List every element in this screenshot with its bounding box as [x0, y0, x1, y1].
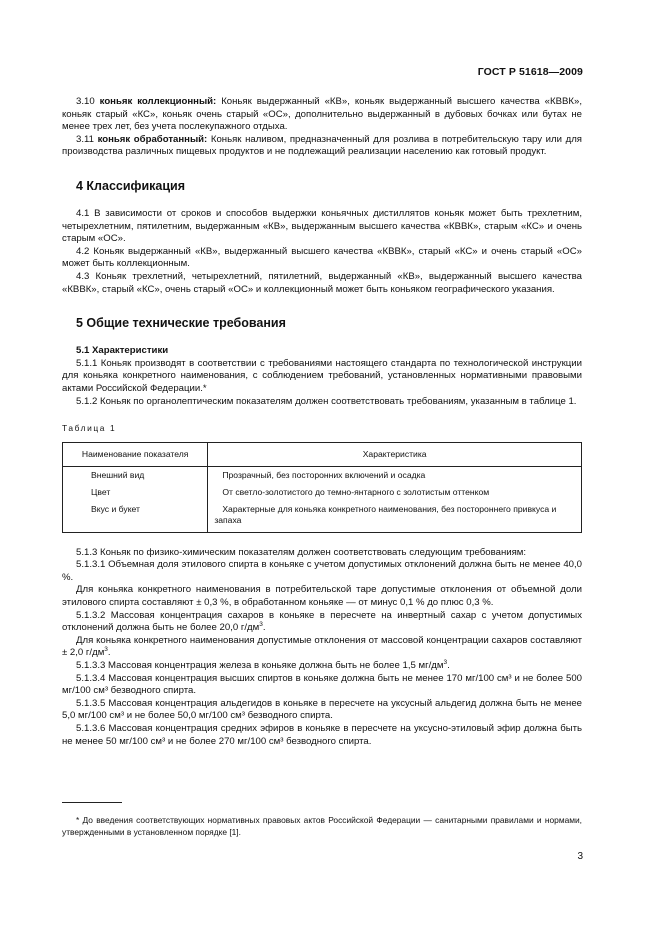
punctuation: .: [107, 647, 111, 659]
footnote: * До введения соответствующих нормативных правовых актов Российской Федерации — санитарными правилами и нормами, утвержденными в установленном порядке [1].: [62, 815, 582, 837]
paragraph-3-10: [62, 96, 582, 134]
paragraph-5-1-3-3: [62, 660, 582, 673]
section-4-title: 4 Классификация: [76, 178, 186, 193]
table-cell-characteristic: Прозрачный, без посторонних включений и осадка: [208, 466, 582, 484]
superscript: 3: [104, 646, 108, 654]
clause-number: 3.10: [76, 96, 95, 107]
section-5-title: 5 Общие технические требования: [76, 316, 286, 331]
clause-number: 3.11: [76, 133, 94, 145]
punctuation: .: [447, 660, 450, 672]
page-content: [62, 96, 582, 748]
term-collection: коньяк коллекционный:: [99, 96, 217, 107]
punctuation: .: [262, 622, 266, 634]
table-cell-characteristic: Характерные для коньяка конкретного наименования, без постороннего привкуса и запаха: [208, 501, 582, 533]
page-number: 3: [577, 851, 583, 862]
table-cell-indicator: Внешний вид: [63, 466, 208, 484]
paragraph-5-1-3-5: 5.1.3.5 Массовая концентрация альдегидов в коньяке в пересчете на уксусный альдегид должна быть не менее 5,0 мг/100 см³ и не более 50,0 мг/100 см³ безводного спирта.: [62, 697, 582, 722]
paragraph-5-1-1: 5.1.1 Коньяк производят в соответствии с требованиями настоящего стандарта по технологической инструкции для коньяка конкретного наименования, с соблюдением требований, установленных нормативными правовыми актами Российской Федерации.*: [62, 357, 582, 394]
table-cell-characteristic: От светло-золотистого до темно-янтарного с золотистым оттенком: [208, 484, 582, 501]
paragraph-5-1-3-1: 5.1.3.1 Объемная доля этилового спирта в коньяке с учетом допустимых отклонений должна быть не менее 40,0 %.: [62, 559, 582, 583]
table-caption: Таблица 1: [62, 423, 117, 434]
table-row: [63, 484, 582, 501]
table-header-cell: Наименование показателя: [63, 442, 208, 466]
paragraph-5-1-3-4: 5.1.3.4 Массовая концентрация высших спиртов в коньяке должна быть не менее 170 мг/100 см³ и не более 500 мг/100 см³ безводного спирта.: [62, 672, 582, 697]
table-header-cell: Характеристика: [208, 442, 582, 466]
footnote-divider: [62, 802, 122, 803]
paragraph-3-11: [62, 134, 582, 159]
table-cell-indicator: Цвет: [63, 484, 208, 501]
paragraph-4-3: 4.3 Коньяк трехлетний, четырехлетний, пятилетний, выдержанный «КВ», выдержанный высшего качества «КВВК», старый «КС», очень старый «ОС» и коллекционный может быть коньяком географического указания.: [62, 270, 582, 295]
paragraph-5-1-3-1-note: Для коньяка конкретного наименования в потребительской таре допустимые отклонения от объемной доли этилового спирта составляют ± 0,3 %, в обработанном коньяке — от минус 0,1 % до плюс 0,3 %.: [62, 584, 582, 609]
superscript: 3: [259, 621, 263, 629]
paragraph-5-1-3-2: [62, 610, 582, 635]
table-row: [63, 466, 582, 484]
paragraph-text: 5.1.3.2 Массовая концентрация сахаров в коньяке в пересчете на инвертный сахар с учетом допустимых отклонений должна быть не более 20,0 г/дм: [62, 609, 582, 634]
table-header-row: [63, 442, 582, 466]
table-1: [62, 442, 582, 533]
paragraph-5-1-2: 5.1.2 Коньяк по органолептическим показателям должен соответствовать требованиям, указанным в таблице 1.: [76, 395, 577, 407]
paragraph-5-1-3: 5.1.3 Коньяк по физико-химическим показателям должен соответствовать следующим требованиям:: [76, 546, 527, 558]
term-processed: коньяк обработанный:: [97, 133, 208, 145]
paragraph-4-1: 4.1 В зависимости от сроков и способов выдержки коньячных дистиллятов коньяк может быть трехлетним, четырехлетним, пятилетним, выдержанным «КВ», выдержанным высшего качества «КВВК», старым «КС» и очень старым «ОС».: [62, 207, 582, 245]
paragraph-5-1-3-6: 5.1.3.6 Массовая концентрация средних эфиров в коньяке в пересчете на уксусно-этиловый эфир должна быть не менее 50 мг/100 см³ и не более 270 мг/100 см³ безводного спирта.: [62, 723, 582, 747]
definition-text: Коньяк наливом, предназначенный для розлива в потребительскую тару или для производства различных пищевых продуктов и не подлежащий реализации населению как готовый продукт.: [62, 133, 582, 158]
subsection-5-1-title: 5.1 Характеристики: [76, 345, 169, 357]
table-cell-indicator: Вкус и букет: [63, 501, 208, 533]
definition-text: Коньяк выдержанный «КВ», коньяк выдержанный высшего качества «КВВК», коньяк старый «КС», коньяк очень старый «ОС», дополнительно выдержанный в дубовых бочках или бутах не менее трех лет, без учета послекупажного отдыха.: [62, 96, 582, 133]
document-number: ГОСТ Р 51618—2009: [477, 66, 583, 78]
paragraph-4-2: 4.2 Коньяк выдержанный «КВ», выдержанный высшего качества «КВВК», старый «КС» и очень старый «ОС» может быть коллекционным.: [62, 245, 582, 270]
superscript: 3: [443, 658, 448, 666]
paragraph-text: 5.1.3.3 Массовая концентрация железа в коньяке должна быть не более 1,5 мг/дм: [76, 660, 444, 672]
table-row: [63, 501, 582, 533]
paragraph-text: Для коньяка конкретного наименования допустимые отклонения от массовой концентрации сахаров составляют ± 2,0 г/дм: [62, 634, 582, 659]
paragraph-5-1-3-2-note: [62, 635, 582, 660]
